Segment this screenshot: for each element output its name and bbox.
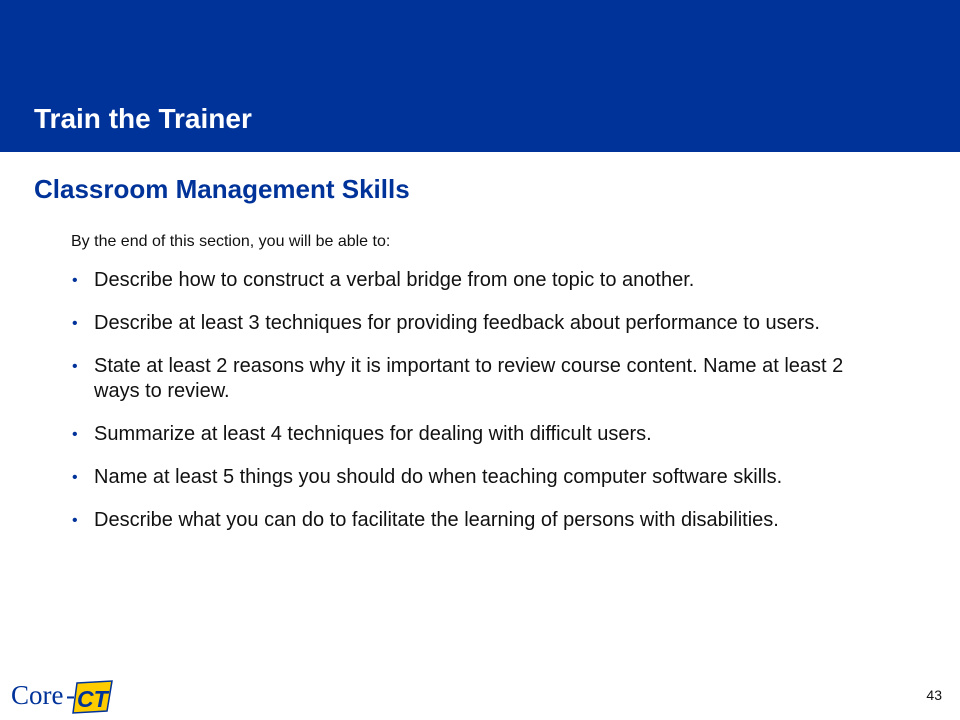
objective-text: Name at least 5 things you should do when teaching computer software skills. — [94, 466, 783, 488]
objective-text: Describe at least 3 techniques for providing feedback about performance to users. — [94, 312, 820, 334]
bullet-icon: • — [72, 272, 78, 289]
bullet-icon: • — [72, 426, 78, 443]
section-title: Classroom Management Skills — [34, 174, 410, 204]
objective-item — [70, 354, 880, 404]
slide-title: Train the Trainer — [34, 103, 252, 134]
objective-item — [70, 465, 880, 490]
bullet-icon: • — [72, 469, 78, 486]
objective-text: State at least 2 reasons why it is important to review course content. Name at least 2 ways to review. — [94, 355, 844, 402]
objective-item — [70, 311, 880, 336]
page-number: 43 — [926, 687, 942, 703]
objective-text: Summarize at least 4 techniques for dealing with difficult users. — [94, 423, 652, 445]
objective-text: Describe how to construct a verbal bridge from one topic to another. — [94, 269, 695, 291]
objectives-list — [70, 268, 880, 551]
bullet-icon: • — [72, 315, 78, 332]
logo-word: Core — [11, 680, 64, 710]
section-intro: By the end of this section, you will be able to: — [71, 233, 391, 250]
core-ct-logo — [11, 677, 115, 715]
objective-item — [70, 508, 880, 533]
logo-separator: - — [66, 680, 75, 710]
bullet-icon: • — [72, 358, 78, 375]
bullet-icon: • — [72, 512, 78, 529]
title-banner — [0, 0, 960, 152]
logo-initials: CT — [77, 686, 108, 712]
objective-item — [70, 422, 880, 447]
objective-text: Describe what you can do to facilitate the learning of persons with disabilities. — [94, 509, 779, 531]
objective-item — [70, 268, 880, 293]
